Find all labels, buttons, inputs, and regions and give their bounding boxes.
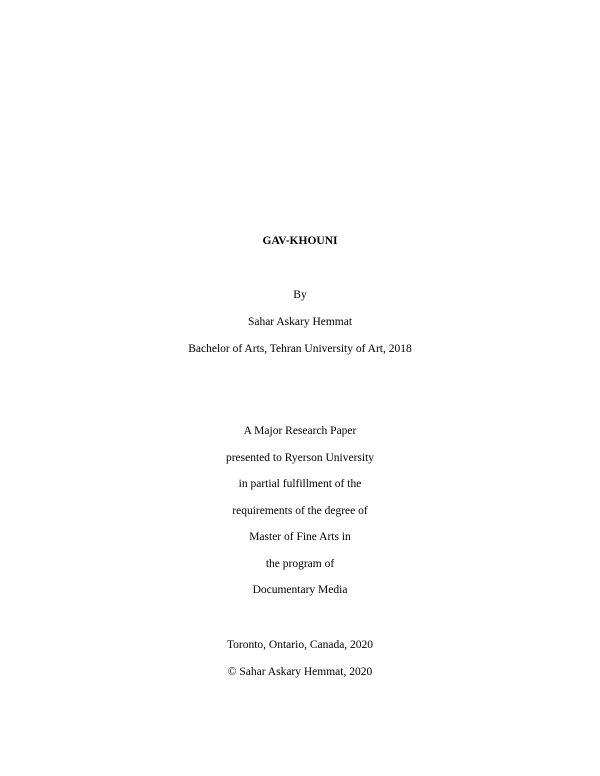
- statement-line: presented to Ryerson University: [225, 452, 375, 464]
- location-date: Toronto, Ontario, Canada, 2020: [226, 639, 374, 651]
- copyright-notice: © Sahar Askary Hemmat, 2020: [227, 666, 373, 678]
- statement-line: Master of Fine Arts in: [249, 531, 351, 543]
- author-name: Sahar Askary Hemmat: [247, 316, 353, 328]
- paper-title: GAV-KHOUNI: [262, 235, 338, 247]
- statement-line: the program of: [265, 558, 335, 570]
- prior-degree: Bachelor of Arts, Tehran University of Art, 2018: [188, 343, 412, 355]
- statement-line: in partial fulfillment of the: [238, 478, 362, 490]
- program-name: Documentary Media: [252, 584, 348, 596]
- statement-line: requirements of the degree of: [232, 505, 368, 517]
- statement-line: A Major Research Paper: [243, 425, 357, 437]
- by-label: By: [293, 289, 307, 301]
